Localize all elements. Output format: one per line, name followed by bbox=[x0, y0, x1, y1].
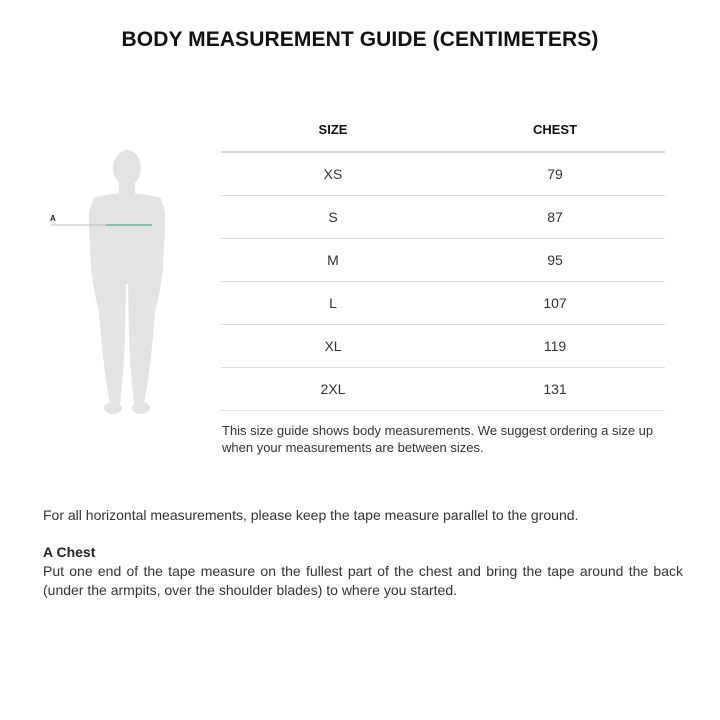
size-column-header: SIZE bbox=[318, 122, 348, 137]
chest-section-text: Put one end of the tape measure on the fullest part of the chest and bring the tape around the back (under the armpits, over the shoulder blades) to where you started. bbox=[43, 563, 683, 598]
size-chart-table bbox=[221, 108, 665, 411]
chest-cell: 79 bbox=[547, 166, 563, 182]
chest-cell: 95 bbox=[547, 252, 563, 268]
table-row bbox=[221, 368, 665, 411]
chest-cell: 119 bbox=[543, 338, 567, 354]
table-row bbox=[221, 153, 665, 196]
chest-cell: 131 bbox=[543, 381, 567, 397]
table-header bbox=[221, 108, 665, 153]
instructions-intro: For all horizontal measurements, please keep the tape measure parallel to the ground. bbox=[43, 507, 579, 523]
size-cell: 2XL bbox=[320, 381, 346, 397]
measurement-instructions bbox=[43, 506, 683, 600]
size-cell: XL bbox=[324, 338, 342, 354]
size-cell: M bbox=[327, 252, 339, 268]
table-row bbox=[221, 196, 665, 239]
body-figure bbox=[46, 146, 206, 418]
chest-cell: 107 bbox=[543, 295, 567, 311]
size-cell: S bbox=[328, 209, 338, 225]
table-row bbox=[221, 282, 665, 325]
silhouette-shape bbox=[89, 150, 165, 414]
size-cell: L bbox=[329, 295, 337, 311]
table-row bbox=[221, 239, 665, 282]
page-title: BODY MEASUREMENT GUIDE (CENTIMETERS) bbox=[121, 28, 599, 51]
chest-cell: 87 bbox=[547, 209, 563, 225]
size-guide-note: This size guide shows body measurements. We suggest ordering a size up when your measurements are between sizes. bbox=[222, 423, 654, 455]
chest-marker-label: A bbox=[50, 214, 56, 223]
size-cell: XS bbox=[323, 166, 343, 182]
chest-column-header: CHEST bbox=[532, 122, 578, 137]
body-silhouette bbox=[46, 146, 206, 418]
chest-section-heading: A Chest bbox=[43, 544, 96, 560]
table-row bbox=[221, 325, 665, 368]
